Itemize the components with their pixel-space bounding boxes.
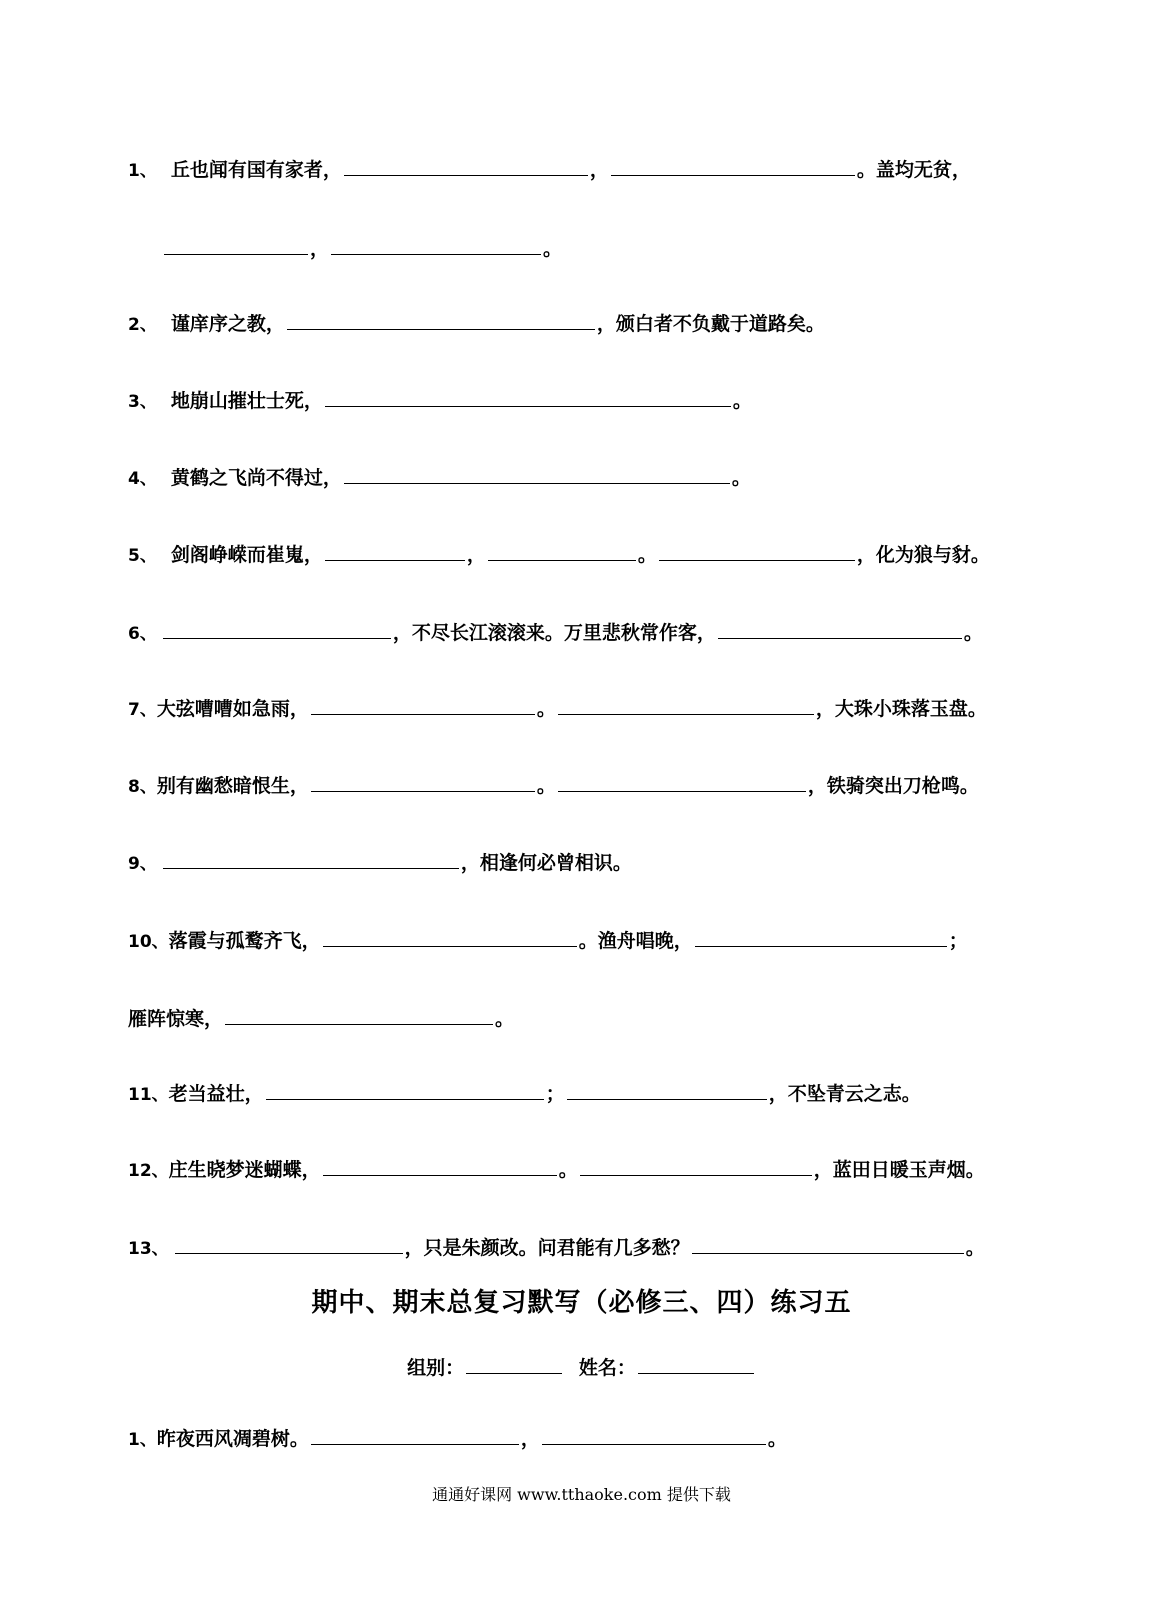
question-text: 雁阵惊寒，	[128, 1008, 224, 1030]
answer-blank[interactable]	[659, 546, 855, 561]
question-text: 昨夜西风凋碧树。	[156, 1428, 309, 1450]
question-9	[128, 848, 632, 878]
question-number: 3、	[128, 392, 157, 412]
question-number: 5、	[128, 546, 157, 566]
answer-blank[interactable]	[175, 1239, 403, 1254]
question-text: 。盖均无贫，	[856, 159, 971, 181]
question-number: 2、	[128, 315, 157, 335]
answer-blank[interactable]	[344, 161, 588, 176]
question-number: 1、	[128, 161, 157, 181]
question-number: 12、	[128, 1161, 169, 1181]
question-1-continued	[162, 234, 562, 264]
answer-blank[interactable]	[344, 469, 730, 484]
punctuation: ，	[520, 1428, 540, 1450]
question-number: 9、	[128, 854, 157, 874]
student-info	[0, 1353, 1163, 1380]
question-text: ，只是朱颜改。问君能有几多愁？	[404, 1237, 690, 1259]
question-text: ，化为狼与豺。	[856, 544, 990, 566]
question-number: 8、	[128, 777, 157, 797]
question-number: 13、	[128, 1239, 169, 1259]
question-text: 黄鹤之飞尚不得过，	[170, 467, 342, 489]
group-label: 组别：	[407, 1357, 465, 1379]
question-text: 地崩山摧壮士死，	[170, 390, 323, 412]
question-text: 大弦嘈嘈如急雨，	[156, 698, 309, 720]
answer-blank[interactable]	[163, 624, 391, 639]
answer-blank[interactable]	[225, 1010, 493, 1025]
question-13	[128, 1233, 985, 1263]
question-text: ，大珠小珠落玉盘。	[815, 698, 987, 720]
question-text: 老当益壮，	[168, 1083, 264, 1105]
question-number: 10、	[128, 932, 169, 952]
punctuation: 。	[536, 775, 556, 797]
answer-blank[interactable]	[287, 315, 595, 330]
answer-blank[interactable]	[558, 700, 814, 715]
question-number: 4、	[128, 469, 157, 489]
question-10	[128, 926, 968, 956]
punctuation: 。	[965, 1237, 985, 1259]
footer-text: 通通好课网 www.tthaoke.com 提供下载	[432, 1485, 731, 1504]
question-6	[128, 618, 983, 648]
punctuation: 。	[558, 1159, 578, 1181]
question-text: ，颁白者不负戴于道路矣。	[596, 313, 825, 335]
question-text: 别有幽愁暗恨生，	[156, 775, 309, 797]
answer-blank[interactable]	[542, 1430, 766, 1445]
question-text: ，不尽长江滚滚来。万里悲秋常作客，	[392, 622, 716, 644]
question-8	[128, 771, 979, 801]
section2-question-1	[128, 1424, 787, 1454]
answer-blank[interactable]	[311, 700, 535, 715]
answer-blank[interactable]	[163, 854, 459, 869]
question-text: 丘也闻有国有家者，	[170, 159, 342, 181]
question-11	[128, 1079, 921, 1109]
question-text: 。渔舟唱晚，	[578, 930, 693, 952]
question-text: 庄生晓梦迷蝴蝶，	[168, 1159, 321, 1181]
question-number: 11、	[128, 1085, 169, 1105]
answer-blank[interactable]	[488, 546, 636, 561]
answer-blank[interactable]	[266, 1085, 544, 1100]
question-12	[128, 1155, 985, 1185]
answer-blank[interactable]	[331, 240, 541, 255]
punctuation: 。	[637, 544, 657, 566]
question-3	[128, 386, 752, 416]
answer-blank[interactable]	[325, 392, 731, 407]
answer-blank[interactable]	[718, 624, 962, 639]
name-label: 姓名：	[578, 1357, 636, 1379]
answer-blank[interactable]	[558, 777, 806, 792]
question-text: ，蓝田日暖玉声烟。	[813, 1159, 985, 1181]
question-text: 剑阁峥嵘而崔嵬，	[170, 544, 323, 566]
punctuation: ；	[545, 1083, 565, 1105]
group-field[interactable]	[466, 1359, 562, 1374]
punctuation: ；	[948, 930, 968, 952]
question-number: 1、	[128, 1430, 157, 1450]
question-2	[128, 309, 825, 339]
section-title: 期中、期末总复习默写（必修三、四）练习五	[311, 1288, 852, 1318]
question-text: ，铁骑突出刀枪鸣。	[807, 775, 979, 797]
question-10-continued	[128, 1004, 514, 1034]
question-text: 谨庠序之教，	[170, 313, 285, 335]
punctuation: 。	[536, 698, 556, 720]
question-7	[128, 694, 987, 724]
question-text: ，不坠青云之志。	[768, 1083, 921, 1105]
answer-blank[interactable]	[692, 1239, 964, 1254]
punctuation: 。	[732, 390, 752, 412]
question-1	[128, 155, 971, 185]
answer-blank[interactable]	[311, 777, 535, 792]
question-number: 7、	[128, 700, 157, 720]
question-4	[128, 463, 751, 493]
answer-blank[interactable]	[164, 240, 308, 255]
answer-blank[interactable]	[611, 161, 855, 176]
punctuation: 。	[767, 1428, 787, 1450]
answer-blank[interactable]	[695, 932, 947, 947]
punctuation: ，	[466, 544, 486, 566]
question-text: ，相逢何必曾相识。	[460, 852, 632, 874]
punctuation: ，	[589, 159, 609, 181]
question-5	[128, 540, 990, 570]
answer-blank[interactable]	[323, 1161, 557, 1176]
punctuation: 。	[543, 238, 563, 260]
answer-blank[interactable]	[311, 1430, 519, 1445]
punctuation: ，	[310, 238, 330, 260]
question-text: 落霞与孤鹜齐飞，	[168, 930, 321, 952]
question-number: 6、	[128, 624, 157, 644]
answer-blank[interactable]	[567, 1085, 767, 1100]
answer-blank[interactable]	[580, 1161, 812, 1176]
name-field[interactable]	[638, 1359, 754, 1374]
punctuation: 。	[731, 467, 751, 489]
punctuation: 。	[963, 622, 983, 644]
punctuation: 。	[495, 1008, 515, 1030]
answer-blank[interactable]	[325, 546, 465, 561]
answer-blank[interactable]	[323, 932, 577, 947]
